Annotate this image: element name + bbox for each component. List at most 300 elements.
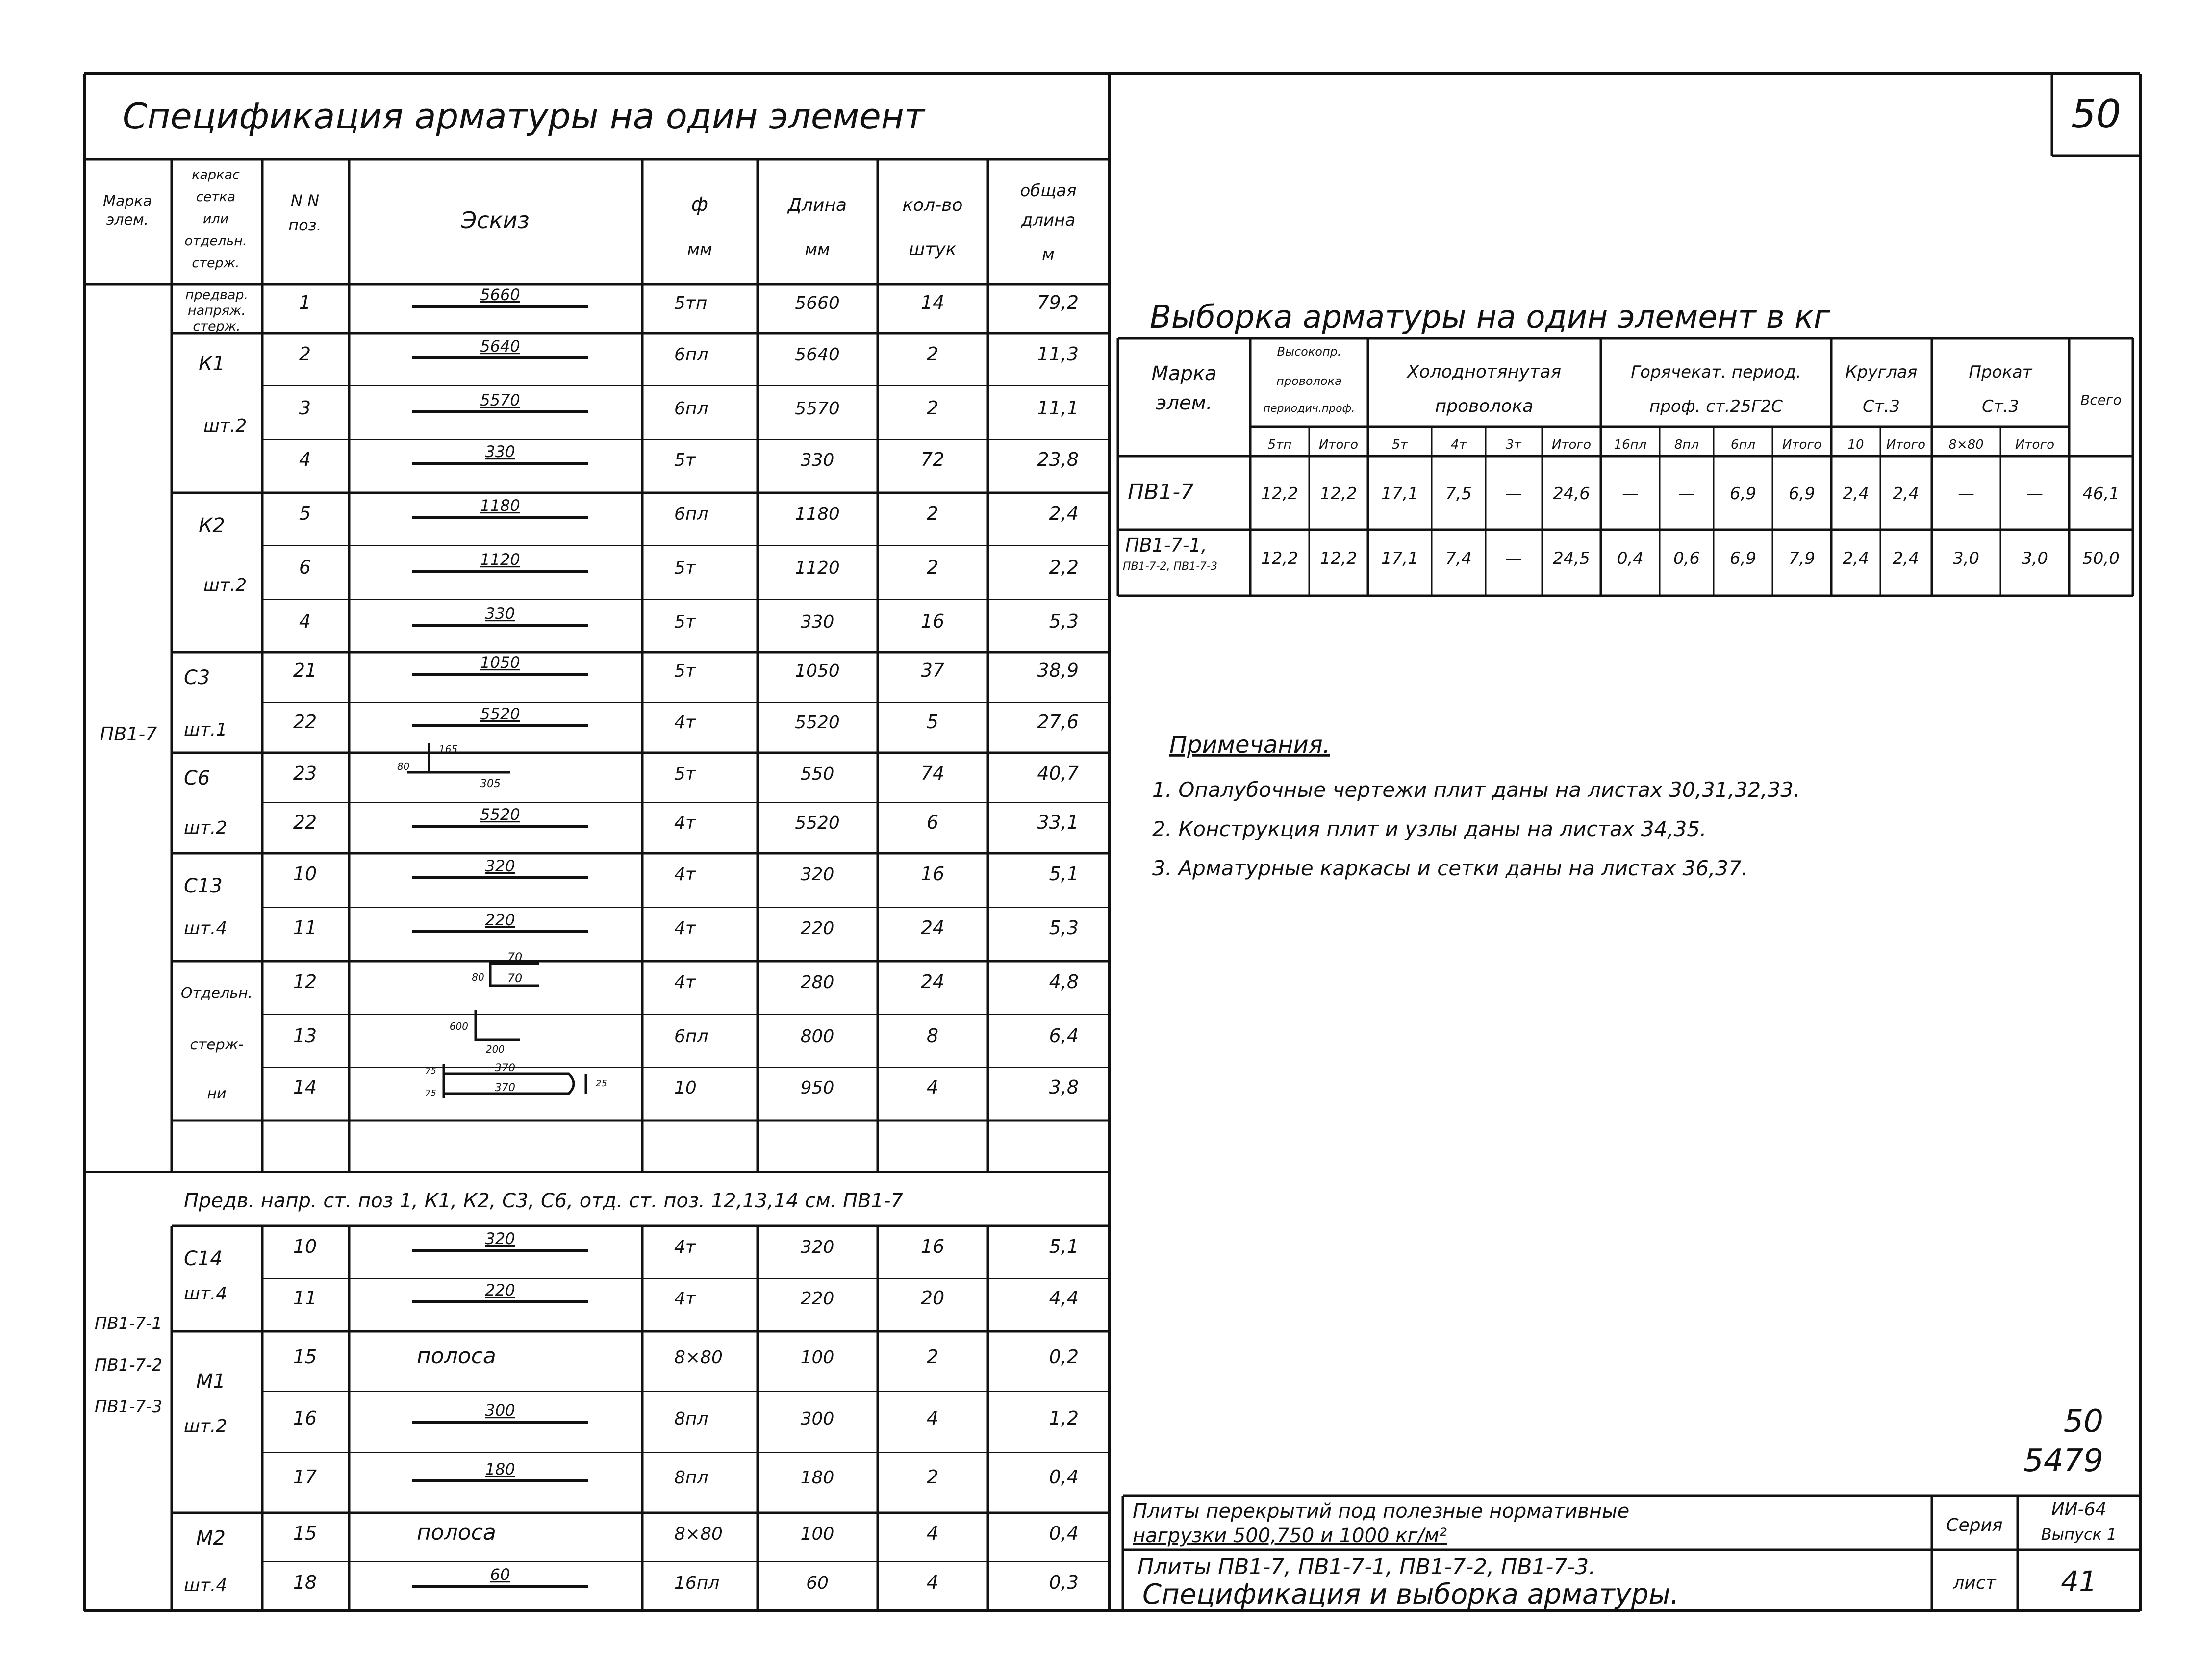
hdr-total-3: м [1042, 245, 1055, 264]
row-count: 2 [926, 557, 939, 578]
row-pos: 16 [293, 1407, 317, 1429]
vyb-row-mark: ПВ1-7-1, [1125, 535, 1207, 556]
vyb-hdr-g2: проволока [1435, 396, 1534, 416]
row-total: 40,7 [1037, 763, 1079, 784]
sketch-label: полоса [417, 1344, 496, 1369]
row-count: 2 [926, 343, 939, 365]
sketch-dim: 320 [485, 857, 515, 875]
row-length: 220 [800, 918, 834, 939]
element-mark-pv1-7-3: ПВ1-7-3 [94, 1397, 163, 1417]
group-label: Отдельн. [180, 985, 253, 1002]
row-count: 14 [920, 292, 945, 313]
vyborka-subheaders [1268, 437, 2054, 452]
vyb-cell: 3,0 [1952, 549, 1980, 568]
row-phi: 5тп [674, 293, 708, 313]
vyb-cell: 46,1 [2082, 484, 2120, 504]
hdr-length-2: мм [805, 240, 830, 259]
row-phi: 6пл [674, 504, 708, 524]
sketch-dim: 5660 [480, 285, 520, 304]
sketch-dim: 80 [397, 761, 410, 772]
group-label: шт.4 [184, 918, 228, 939]
spec-row [299, 442, 1079, 470]
row-total: 2,4 [1049, 503, 1079, 524]
row-phi: 10 [674, 1078, 697, 1098]
vyb-cell: — [2026, 484, 2043, 504]
row-total: 4,4 [1049, 1287, 1079, 1309]
row-pos: 11 [293, 1287, 317, 1309]
vyb-subheader: Итого [2015, 437, 2055, 452]
sketch-dim: 330 [485, 442, 515, 461]
row-pos: 1 [299, 292, 311, 313]
spec-note-row: Предв. напр. ст. поз 1, К1, К2, С3, С6, отд. ст. поз. 12,13,14 см. ПВ1-7 [184, 1190, 903, 1212]
sketch-dim: 1180 [480, 496, 520, 515]
vyb-cell: 17,1 [1381, 484, 1418, 504]
vyb-cell: 0,4 [1617, 549, 1644, 568]
spec-row [293, 705, 1079, 733]
group-label: шт.1 [184, 720, 228, 740]
row-count: 74 [920, 763, 945, 784]
row-count: 16 [920, 1236, 945, 1257]
sketch-dim: 300 [485, 1401, 515, 1420]
vyb-cell: 17,1 [1381, 549, 1418, 568]
row-pos: 13 [293, 1025, 317, 1046]
spec-row [293, 857, 1079, 885]
row-count: 2 [926, 1466, 939, 1488]
spec-row [299, 496, 1079, 524]
vyb-subheader: 5тп [1267, 437, 1292, 452]
spec-row [293, 1520, 1079, 1545]
row-phi: 8пл [674, 1468, 708, 1488]
vyb-cell: — [1678, 484, 1695, 504]
vyb-cell: 7,5 [1445, 484, 1472, 504]
sketch-dim: 305 [480, 778, 501, 790]
row-total: 38,9 [1037, 660, 1079, 681]
row-total: 3,8 [1049, 1076, 1079, 1098]
row-length: 320 [800, 865, 834, 885]
spec-row [299, 604, 1079, 632]
row-length: 5520 [795, 813, 840, 833]
vypusk: Выпуск 1 [2041, 1525, 2117, 1544]
row-phi: 5т [674, 764, 696, 784]
vyb-cell: — [1505, 484, 1522, 504]
row-length: 300 [800, 1409, 834, 1429]
row-count: 2 [926, 1346, 939, 1368]
row-length: 550 [800, 764, 834, 784]
row-pos: 5 [299, 503, 311, 524]
vyb-cell: 12,2 [1261, 484, 1298, 504]
element-mark-pv1-7-2: ПВ1-7-2 [94, 1355, 163, 1375]
row-total: 1,2 [1049, 1407, 1079, 1429]
row-length: 5520 [795, 713, 840, 733]
title-line-2: нагрузки 500,750 и 1000 кг/м² [1133, 1525, 1447, 1547]
row-length: 330 [800, 450, 834, 470]
row-pos: 4 [299, 449, 311, 470]
row-total: 27,6 [1037, 711, 1079, 733]
row-phi: 8пл [674, 1409, 708, 1429]
spec-table-grid [84, 159, 1109, 1611]
sketch-label: полоса [417, 1520, 496, 1545]
vyb-subheader: 3т [1506, 437, 1521, 452]
hdr-total-1: общая [1020, 181, 1077, 201]
row-count: 16 [920, 611, 945, 632]
row-phi: 4т [674, 1237, 696, 1257]
row-total: 5,1 [1049, 1236, 1079, 1257]
hdr-marka-2: элем. [106, 211, 149, 229]
row-length: 220 [800, 1289, 834, 1309]
row-pos: 22 [293, 812, 317, 833]
row-count: 4 [926, 1407, 939, 1429]
group-label: К1 [199, 353, 225, 375]
hdr-phi-1: ф [691, 193, 708, 216]
vyb-cell: 50,0 [2082, 549, 2120, 568]
hdr-karkas-2: сетка [196, 189, 236, 204]
group-label: С13 [184, 875, 223, 897]
row-count: 6 [926, 812, 939, 833]
group-label: стерж. [193, 319, 241, 334]
spec-row [299, 337, 1079, 365]
row-count: 37 [920, 660, 945, 681]
sketch-dim: 600 [449, 1020, 468, 1032]
hdr-phi-2: мм [687, 240, 712, 259]
element-mark-pv1-7: ПВ1-7 [100, 723, 157, 745]
row-total: 0,2 [1049, 1346, 1079, 1368]
spec-row [293, 1010, 1079, 1055]
row-pos: 12 [293, 971, 317, 993]
vyb-hdr-g2: Холоднотянутая [1407, 362, 1562, 382]
hdr-count-2: штук [909, 239, 957, 259]
vyb-subheader: 6пл [1730, 437, 1756, 452]
row-total: 11,1 [1037, 397, 1079, 419]
notes-title: Примечания. [1169, 731, 1330, 759]
vyb-cell: 2,4 [1892, 484, 1920, 504]
group-label: С14 [184, 1247, 223, 1270]
spec-row [293, 743, 1079, 790]
row-total: 4,8 [1049, 971, 1079, 993]
row-total: 6,4 [1049, 1025, 1079, 1046]
vyb-hdr-marka-2: элем. [1156, 392, 1213, 414]
spec-row [293, 1565, 1079, 1593]
sheet-number: 50 [2071, 91, 2121, 137]
spec-row [293, 911, 1079, 939]
note-item: 3. Арматурные каркасы и сетки даны на листах 36,37. [1152, 856, 1748, 880]
group-label: шт.4 [184, 1284, 228, 1304]
group-label: шт.2 [203, 575, 247, 595]
row-pos: 14 [293, 1076, 317, 1098]
row-phi: 6пл [674, 345, 708, 365]
row-count: 20 [920, 1287, 945, 1309]
note-item: 2. Конструкция плит и узлы даны на листах 34,35. [1152, 817, 1707, 841]
row-length: 180 [800, 1468, 834, 1488]
group-label: напряж. [187, 303, 246, 318]
vyb-cell: 6,9 [1729, 484, 1757, 504]
group-label: шт.2 [184, 1416, 228, 1436]
hdr-pos-2: поз. [288, 216, 322, 234]
vyb-hdr-g1: Высокопр. [1277, 345, 1341, 358]
spec-row [293, 1229, 1079, 1257]
spec-row [299, 550, 1079, 578]
vyb-cell: 2,4 [1892, 549, 1920, 568]
vyb-hdr-g3: проф. ст.25Г2С [1649, 397, 1783, 416]
row-phi: 4т [674, 813, 696, 833]
row-total: 79,2 [1037, 292, 1079, 313]
row-pos: 15 [293, 1346, 317, 1368]
hdr-karkas-3: или [202, 211, 229, 227]
hdr-marka-1: Марка [103, 193, 152, 210]
row-count: 4 [926, 1076, 939, 1098]
row-length: 60 [806, 1573, 829, 1593]
vyb-subheader: 4т [1451, 437, 1467, 452]
vyb-row-mark: ПВ1-7 [1128, 480, 1194, 505]
row-phi: 16пл [674, 1573, 720, 1593]
row-length: 5640 [795, 345, 840, 365]
row-phi: 6пл [674, 399, 708, 419]
group-label: С3 [184, 666, 210, 689]
group-label: стерж- [190, 1036, 244, 1053]
group-label: шт.4 [184, 1576, 228, 1596]
vyb-cell: 24,5 [1553, 549, 1590, 568]
vyb-cell: 6,9 [1729, 549, 1757, 568]
spec-row [293, 805, 1079, 833]
vyb-cell: 7,4 [1445, 549, 1472, 568]
vyb-hdr-g1: проволока [1276, 374, 1342, 388]
vyb-hdr-vsego: Всего [2080, 392, 2122, 408]
vyb-subheader: Итого [1886, 437, 1926, 452]
vyb-hdr-marka-1: Марка [1151, 362, 1217, 385]
vyb-subheader: Итого [1782, 437, 1822, 452]
sketch-dim: 25 [596, 1078, 607, 1089]
spec-row [293, 950, 1079, 993]
vyb-subheader: 8×80 [1948, 437, 1984, 452]
row-phi: 5т [674, 612, 696, 632]
title-line-4: Спецификация и выборка арматуры. [1142, 1578, 1679, 1610]
row-phi: 5т [674, 661, 696, 681]
spec-title: Спецификация арматуры на один элемент [123, 96, 925, 137]
sketch-dim: 220 [485, 1281, 515, 1299]
vyborka-row [1123, 535, 2120, 573]
row-count: 8 [926, 1025, 939, 1046]
spec-rows [293, 285, 1079, 1593]
row-total: 0,4 [1049, 1466, 1079, 1488]
hdr-karkas-5: стерж. [192, 255, 240, 271]
sketch-dim: 370 [495, 1062, 515, 1074]
row-pos: 22 [293, 711, 317, 733]
row-total: 33,1 [1037, 812, 1079, 833]
vyb-cell: — [1622, 484, 1639, 504]
sketch-dim: 1050 [480, 653, 520, 672]
row-pos: 18 [293, 1572, 317, 1593]
spec-row [293, 1344, 1079, 1369]
row-phi: 4т [674, 918, 696, 939]
row-length: 1120 [795, 558, 840, 578]
sketch-bent-bar [407, 743, 510, 772]
sketch-dim: 200 [485, 1044, 505, 1055]
sketch-dim: 370 [495, 1082, 515, 1094]
row-length: 5660 [795, 293, 840, 313]
sketch-dim: 330 [485, 604, 515, 623]
group-label: М2 [196, 1527, 226, 1550]
row-length: 100 [800, 1348, 834, 1368]
sketch-dim: 180 [485, 1460, 515, 1478]
vyb-cell: 12,2 [1320, 484, 1357, 504]
vyb-hdr-g4: Ст.3 [1863, 397, 1900, 416]
row-phi: 4т [674, 713, 696, 733]
hdr-karkas-4: отдельн. [184, 233, 247, 249]
vyb-cell: 2,4 [1842, 484, 1870, 504]
row-length: 800 [800, 1026, 834, 1046]
row-pos: 23 [293, 763, 317, 784]
row-pos: 21 [293, 660, 317, 681]
row-total: 0,3 [1049, 1572, 1079, 1593]
sketch-dim: 5570 [480, 391, 520, 409]
row-pos: 4 [299, 611, 311, 632]
spec-row [293, 653, 1079, 681]
sketch-dim: 165 [439, 743, 458, 755]
seria-value: ИИ-64 [2051, 1500, 2107, 1520]
row-phi: 4т [674, 972, 696, 993]
sketch-dim: 5520 [480, 805, 520, 824]
sketch-dim: 1120 [480, 550, 520, 569]
row-total: 5,1 [1049, 863, 1079, 885]
vyb-cell: — [1958, 484, 1974, 504]
title-line-1: Плиты перекрытий под полезные нормативные [1133, 1500, 1630, 1523]
sketch-dim: 220 [485, 911, 515, 929]
sketch-dim: 70 [507, 971, 523, 985]
sketch-dim: 70 [507, 950, 523, 964]
row-total: 23,8 [1037, 449, 1079, 470]
list-value: 41 [2061, 1565, 2097, 1598]
row-pos: 3 [299, 397, 311, 419]
group-label: ни [207, 1085, 227, 1102]
row-length: 5570 [795, 399, 840, 419]
sketch-dim: 80 [472, 971, 484, 983]
row-count: 72 [920, 449, 945, 470]
row-total: 2,2 [1049, 557, 1079, 578]
row-phi: 8×80 [674, 1524, 723, 1544]
row-total: 5,3 [1049, 917, 1079, 939]
sketch-dim: 75 [425, 1088, 436, 1098]
vyb-hdr-g4: Круглая [1845, 362, 1918, 382]
hdr-pos-1: N N [290, 191, 320, 210]
row-count: 16 [920, 863, 945, 885]
row-count: 5 [926, 711, 939, 733]
vyb-cell: 0,6 [1673, 549, 1700, 568]
hdr-length-1: Длина [787, 195, 847, 215]
stamp-number-b: 5479 [2023, 1443, 2103, 1479]
row-length: 330 [800, 612, 834, 632]
row-length: 1180 [795, 504, 840, 524]
vyb-subheader: Итого [1318, 437, 1359, 452]
group-label: М1 [196, 1370, 226, 1393]
vyb-hdr-g5: Прокат [1969, 362, 2032, 382]
row-length: 100 [800, 1524, 834, 1544]
vyb-subheader: 10 [1847, 437, 1864, 452]
row-phi: 4т [674, 865, 696, 885]
row-phi: 8×80 [674, 1348, 723, 1368]
group-label: шт.2 [203, 416, 247, 436]
vyb-subheader: 8пл [1674, 437, 1699, 452]
hdr-eskiz: Эскиз [461, 207, 530, 233]
title-line-3: Плиты ПВ1-7, ПВ1-7-1, ПВ1-7-2, ПВ1-7-3. [1138, 1554, 1596, 1579]
hdr-count-1: кол-во [902, 195, 963, 215]
spec-row [299, 391, 1079, 419]
vyborka-title: Выборка арматуры на один элемент в кг [1150, 299, 1830, 335]
vyb-cell: 12,2 [1261, 549, 1298, 568]
vyb-row-mark: ПВ1-7-2, ПВ1-7-3 [1123, 560, 1217, 573]
row-count: 2 [926, 503, 939, 524]
spec-row [299, 285, 1079, 313]
row-phi: 4т [674, 1289, 696, 1309]
row-pos: 10 [293, 863, 317, 885]
row-phi: 5т [674, 450, 696, 470]
row-pos: 15 [293, 1523, 317, 1544]
sketch-dim: 5520 [480, 705, 520, 723]
vyb-hdr-g1: периодич.проф. [1263, 403, 1355, 415]
vyb-cell: 3,0 [2021, 549, 2048, 568]
row-pos: 10 [293, 1236, 317, 1257]
vyb-cell: 7,9 [1788, 549, 1816, 568]
stamp-number-a: 50 [2063, 1403, 2103, 1440]
list-label: лист [1953, 1573, 1996, 1593]
row-length: 280 [800, 972, 834, 993]
group-label: К2 [199, 514, 225, 537]
vyb-cell: 6,9 [1788, 484, 1816, 504]
sheet-frame [84, 74, 2140, 1611]
group-label: шт.2 [184, 818, 228, 838]
vyb-cell: — [1505, 549, 1522, 568]
row-phi: 5т [674, 558, 696, 578]
row-total: 11,3 [1037, 343, 1079, 365]
vyb-subheader: 16пл [1614, 437, 1647, 452]
vyb-subheader: 5т [1392, 437, 1408, 452]
row-pos: 6 [299, 557, 311, 578]
element-mark-pv1-7-1: ПВ1-7-1 [94, 1314, 163, 1333]
hdr-karkas-1: каркас [192, 167, 240, 182]
vyb-cell: 2,4 [1842, 549, 1870, 568]
row-pos: 2 [299, 343, 311, 365]
row-pos: 17 [293, 1466, 317, 1488]
spec-row [293, 1460, 1079, 1488]
vyb-hdr-g3: Горячекат. период. [1631, 362, 1801, 382]
vyb-cell: 12,2 [1320, 549, 1357, 568]
vyb-hdr-g5: Ст.3 [1982, 397, 2019, 416]
row-phi: 6пл [674, 1026, 708, 1046]
seria-label: Серия [1946, 1515, 2003, 1535]
note-item: 1. Опалубочные чертежи плит даны на листах 30,31,32,33. [1152, 778, 1800, 802]
sketch-dim: 60 [490, 1565, 510, 1584]
spec-row [293, 1281, 1079, 1309]
row-length: 950 [800, 1078, 834, 1098]
sketch-dim: 320 [485, 1229, 515, 1248]
sketch-dim: 5640 [480, 337, 520, 356]
group-label: предвар. [185, 287, 249, 303]
vyborka-row [1128, 480, 2120, 505]
row-length: 1050 [795, 661, 840, 681]
row-count: 24 [920, 971, 945, 993]
row-count: 4 [926, 1523, 939, 1544]
vyb-cell: 24,6 [1553, 484, 1590, 504]
row-count: 2 [926, 397, 939, 419]
row-count: 4 [926, 1572, 939, 1593]
hdr-total-2: длина [1021, 210, 1076, 230]
row-total: 0,4 [1049, 1523, 1079, 1544]
vyb-subheader: Итого [1551, 437, 1592, 452]
vyborka-rows [1123, 480, 2120, 573]
sketch-dim: 75 [425, 1066, 436, 1076]
spec-row [293, 1401, 1079, 1429]
row-pos: 11 [293, 917, 317, 939]
row-total: 5,3 [1049, 611, 1079, 632]
row-count: 24 [920, 917, 945, 939]
